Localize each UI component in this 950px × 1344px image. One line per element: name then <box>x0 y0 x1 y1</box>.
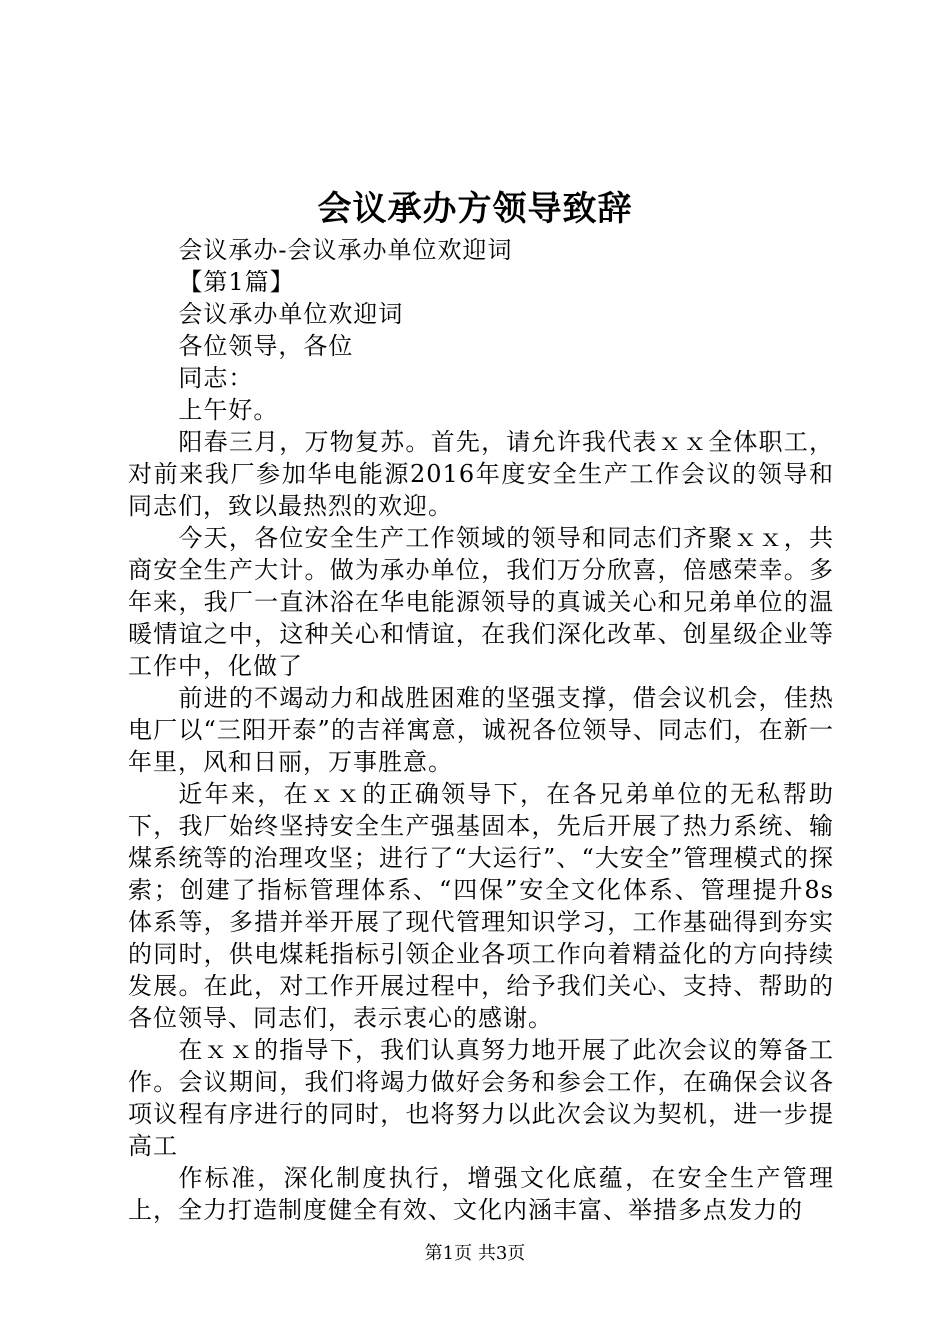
paragraph: 各位领导，各位 <box>178 332 354 360</box>
paragraph: 同志： <box>178 364 254 392</box>
paragraph: 作标准，深化制度执行，增强文化底蕴，在安全生产管理上，全力打造制度健全有效、文化内涵丰富、举措多点发力的 <box>128 1164 834 1224</box>
document-title: 会议承办方领导致辞 <box>317 189 633 229</box>
paragraph: 近年来，在ｘｘ的正确领导下，在各兄弟单位的无私帮助下，我厂始终坚持安全生产强基固本，先后开展了热力系统、输煤系统等的治理攻坚；进行了“大运行”、“大安全”管理模式的探索；创建了指标管理体系、“四保”安全文化体系、管理提升8s体系等，多措并举开展了现代管理知识学习，工作基础得到夯实的同时，供电煤耗指标引领企业各项工作向着精益化的方向持续发展。在此，对工作开展过程中，给予我们关心、支持、帮助的各位领导、同志们，表示衷心的感谢。 <box>128 780 834 1032</box>
paragraph: 阳春三月，万物复苏。首先，请允许我代表ｘｘ全体职工，对前来我厂参加华电能源2016年度安全生产工作会议的领导和同志们，致以最热烈的欢迎。 <box>128 428 834 520</box>
paragraph: 前进的不竭动力和战胜困难的坚强支撑，借会议机会，佳热电厂以“三阳开泰”的吉祥寓意，诚祝各位领导、同志们，在新一年里，风和日丽，万事胜意。 <box>128 684 834 776</box>
page-footer: 第1页 共3页 <box>424 1243 526 1264</box>
paragraph: 会议承办单位欢迎词 <box>178 300 404 328</box>
paragraph: 会议承办-会议承办单位欢迎词 <box>178 236 513 264</box>
document-body <box>128 234 834 1226</box>
paragraph: 【第1篇】 <box>178 268 295 296</box>
paragraph: 上午好。 <box>178 396 279 424</box>
paragraph: 今天，各位安全生产工作领域的领导和同志们齐聚ｘｘ，共商安全生产大计。做为承办单位，我们万分欣喜，倍感荣幸。多年来，我厂一直沐浴在华电能源领导的真诚关心和兄弟单位的温暖情谊之中，这种关心和情谊，在我们深化改革、创星级企业等工作中，化做了 <box>128 524 834 680</box>
paragraph: 在ｘｘ的指导下，我们认真努力地开展了此次会议的筹备工作。会议期间，我们将竭力做好会务和参会工作，在确保会议各项议程有序进行的同时，也将努力以此次会议为契机，进一步提高工 <box>128 1036 834 1160</box>
